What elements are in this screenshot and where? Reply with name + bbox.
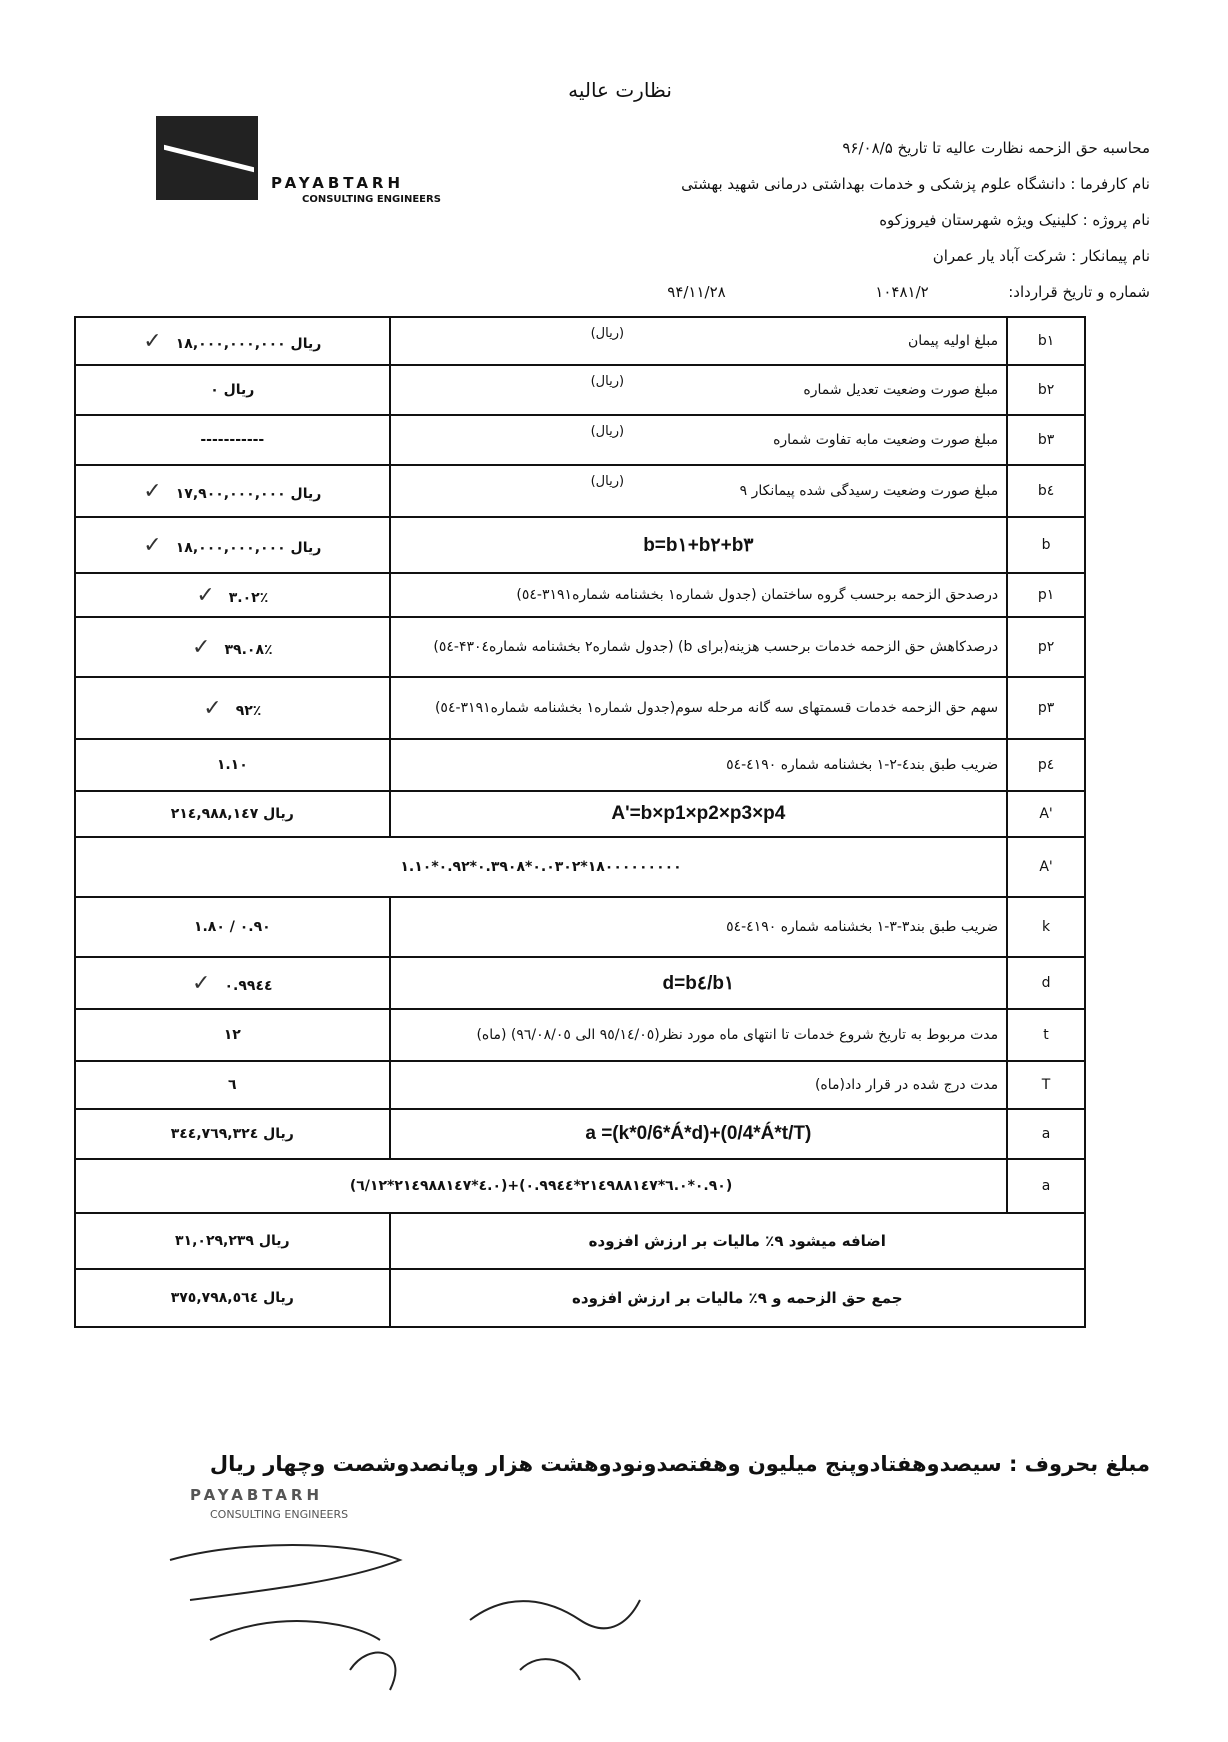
row-code: p۲: [1007, 617, 1085, 677]
row-amount: -----------: [75, 415, 390, 465]
row-code: b۳: [1007, 415, 1085, 465]
row-description: مبلغ صورت وضعیت رسیدگی شده پیمانکار ۹ (ریال): [390, 465, 1008, 517]
table-row: [75, 1159, 1085, 1213]
row-amount: ۰.۹۰ / ۱.۸۰: [75, 897, 390, 957]
signature-right-icon: [460, 1560, 660, 1700]
checkmark-icon: ✓: [192, 634, 211, 660]
employer-line: نام کارفرما : دانشگاه علوم پزشکی و خدمات بهداشتی درمانی شهید بهشتی: [681, 175, 1150, 193]
table-row: [75, 517, 1085, 573]
checkmark-icon: ✓: [192, 970, 211, 996]
stamp-subtitle: CONSULTING ENGINEERS: [210, 1508, 349, 1521]
row-description: اضافه میشود ۹٪ مالیات بر ارزش افزوده: [390, 1213, 1085, 1269]
row-amount: ریال ۰: [75, 365, 390, 415]
row-code: p۱: [1007, 573, 1085, 617]
table-row: [75, 677, 1085, 739]
row-code: A': [1007, 791, 1085, 837]
row-amount: ۳۹.۰۸٪✓: [75, 617, 390, 677]
table-row: [75, 897, 1085, 957]
row-amount: ۰.۹۹٤٤✓: [75, 957, 390, 1009]
amount-in-words: مبلغ بحروف : سیصدوهفتادوپنج میلیون وهفتصدونودوهشت هزار وپانصدوشصت وچهار ریال: [209, 1452, 1150, 1476]
row-formula: b=b۱+b۲+b۳: [390, 517, 1008, 573]
signature-left-icon: [150, 1520, 450, 1700]
table-row: [75, 415, 1085, 465]
calc-title-line: محاسبه حق الزحمه نظارت عالیه تا تاریخ ۹۶/۰۸/۵: [842, 139, 1150, 157]
row-description: مبلغ اولیه پیمان (ریال): [390, 317, 1008, 365]
row-code: b۱: [1007, 317, 1085, 365]
contract-number: ۱۰۴۸۱/۲: [875, 283, 929, 301]
row-description: درصدکاهش حق الزحمه خدمات برحسب هزینه(برای b) (جدول شماره۲ بخشنامه شماره۴۳۰٤-٥٤): [390, 617, 1008, 677]
table-row: [75, 365, 1085, 415]
row-amount: ریال ۳۷٥,۷۹۸,٥٦٤: [75, 1269, 390, 1327]
row-formula: A'=b×p1×p2×p3×p4: [390, 791, 1008, 837]
row-description: درصدحق الزحمه برحسب گروه ساختمان (جدول شماره۱ بخشنامه شماره۳۱۹۱-٥٤): [390, 573, 1008, 617]
contract-line: [590, 274, 1150, 310]
page-title: نظارت عالیه: [568, 78, 672, 102]
row-code: A': [1007, 837, 1085, 897]
company-logo: [156, 116, 476, 206]
row-description: ضریب طبق بند۳-۳-۱ بخشنامه شماره ٤۱۹۰-٥٤: [390, 897, 1008, 957]
checkmark-icon: ✓: [203, 695, 222, 721]
row-amount: ٦: [75, 1061, 390, 1109]
table-row: [75, 1213, 1085, 1269]
contract-date: ۹۴/۱۱/۲۸: [667, 283, 726, 301]
row-code: b٤: [1007, 465, 1085, 517]
row-description: سهم حق الزحمه خدمات قسمتهای سه گانه مرحله سوم(جدول شماره۱ بخشنامه شماره۳۱۹۱-٥٤): [390, 677, 1008, 739]
row-amount: ریال ۱۷,۹۰۰,۰۰۰,۰۰۰✓: [75, 465, 390, 517]
row-description: مدت مربوط به تاریخ شروع خدمات تا انتهای ماه مورد نظر(۹٥/۱٤/۰٥ الی ۹٦/۰۸/۰٥) (ماه): [390, 1009, 1008, 1061]
fee-calculation-table: [74, 316, 1086, 1328]
row-amount: ۱۲: [75, 1009, 390, 1061]
logo-mark-icon: [156, 116, 258, 200]
row-description: مدت درج شده در قرار داد(ماه): [390, 1061, 1008, 1109]
row-amount: ریال ۳٤٤,۷٦۹,۳۲٤: [75, 1109, 390, 1159]
logo-subtitle: CONSULTING ENGINEERS: [302, 194, 441, 205]
row-amount: ریال ۱۸,۰۰۰,۰۰۰,۰۰۰✓: [75, 317, 390, 365]
row-code: a: [1007, 1159, 1085, 1213]
row-amount: ریال ۳۱,۰۲۹,۲۳۹: [75, 1213, 390, 1269]
row-code: d: [1007, 957, 1085, 1009]
table-row: [75, 1269, 1085, 1327]
row-description: مبلغ صورت وضعیت تعدیل شماره (ریال): [390, 365, 1008, 415]
row-amount: ۹۲٪✓: [75, 677, 390, 739]
contractor-line: نام پیمانکار : شرکت آباد یار عمران: [932, 247, 1150, 265]
table-row: [75, 739, 1085, 791]
row-computation: (۰.۹۰*۰.٦*۲۱٤۹۸۸۱٤۷*۰.۹۹٤٤)+(۰.٤*۲۱٤۹۸۸۱٤۷*۱۲/٦): [75, 1159, 1007, 1213]
contract-label: شماره و تاریخ قرارداد:: [1008, 283, 1150, 301]
table-row: [75, 573, 1085, 617]
checkmark-icon: ✓: [143, 478, 162, 504]
row-description: ضریب طبق بند٤-۲-۱ بخشنامه شماره ٤۱۹۰-٥٤: [390, 739, 1008, 791]
row-code: b: [1007, 517, 1085, 573]
row-code: k: [1007, 897, 1085, 957]
table-row: [75, 465, 1085, 517]
row-code: a: [1007, 1109, 1085, 1159]
checkmark-icon: ✓: [143, 328, 162, 354]
table-row: [75, 317, 1085, 365]
checkmark-icon: ✓: [196, 582, 215, 608]
row-amount: ۱.۱۰: [75, 739, 390, 791]
checkmark-icon: ✓: [143, 532, 162, 558]
row-code: p٤: [1007, 739, 1085, 791]
row-computation: ۱۸۰۰۰۰۰۰۰۰۰*۰.۰۳۰۲*۰.۳۹۰۸*۰.۹۲*۱.۱۰: [75, 837, 1007, 897]
table-row: [75, 1009, 1085, 1061]
table-row: [75, 1061, 1085, 1109]
table-row: [75, 617, 1085, 677]
row-amount: ریال ۱۸,۰۰۰,۰۰۰,۰۰۰✓: [75, 517, 390, 573]
table-row: [75, 957, 1085, 1009]
row-amount: ریال ۲۱٤,۹۸۸,۱٤۷: [75, 791, 390, 837]
row-description: مبلغ صورت وضعیت مابه تفاوت شماره (ریال): [390, 415, 1008, 465]
row-code: T: [1007, 1061, 1085, 1109]
table-row: [75, 791, 1085, 837]
row-code: t: [1007, 1009, 1085, 1061]
row-code: b۲: [1007, 365, 1085, 415]
stamp-name: PAYABTARH: [190, 1486, 324, 1504]
project-line: نام پروژه : کلینیک ویژه شهرستان فیروزکوه: [879, 211, 1150, 229]
table-row: [75, 837, 1085, 897]
table-row: [75, 1109, 1085, 1159]
row-formula: a =(k*0/6*Á*d)+(0/4*Á*t/T): [390, 1109, 1008, 1159]
row-code: p۳: [1007, 677, 1085, 739]
row-amount: ۳.۰۲٪✓: [75, 573, 390, 617]
row-formula: d=b٤/b۱: [390, 957, 1008, 1009]
document-header: [590, 130, 1150, 310]
logo-name: PAYABTARH: [271, 174, 405, 192]
row-description: جمع حق الزحمه و ۹٪ مالیات بر ارزش افزوده: [390, 1269, 1085, 1327]
